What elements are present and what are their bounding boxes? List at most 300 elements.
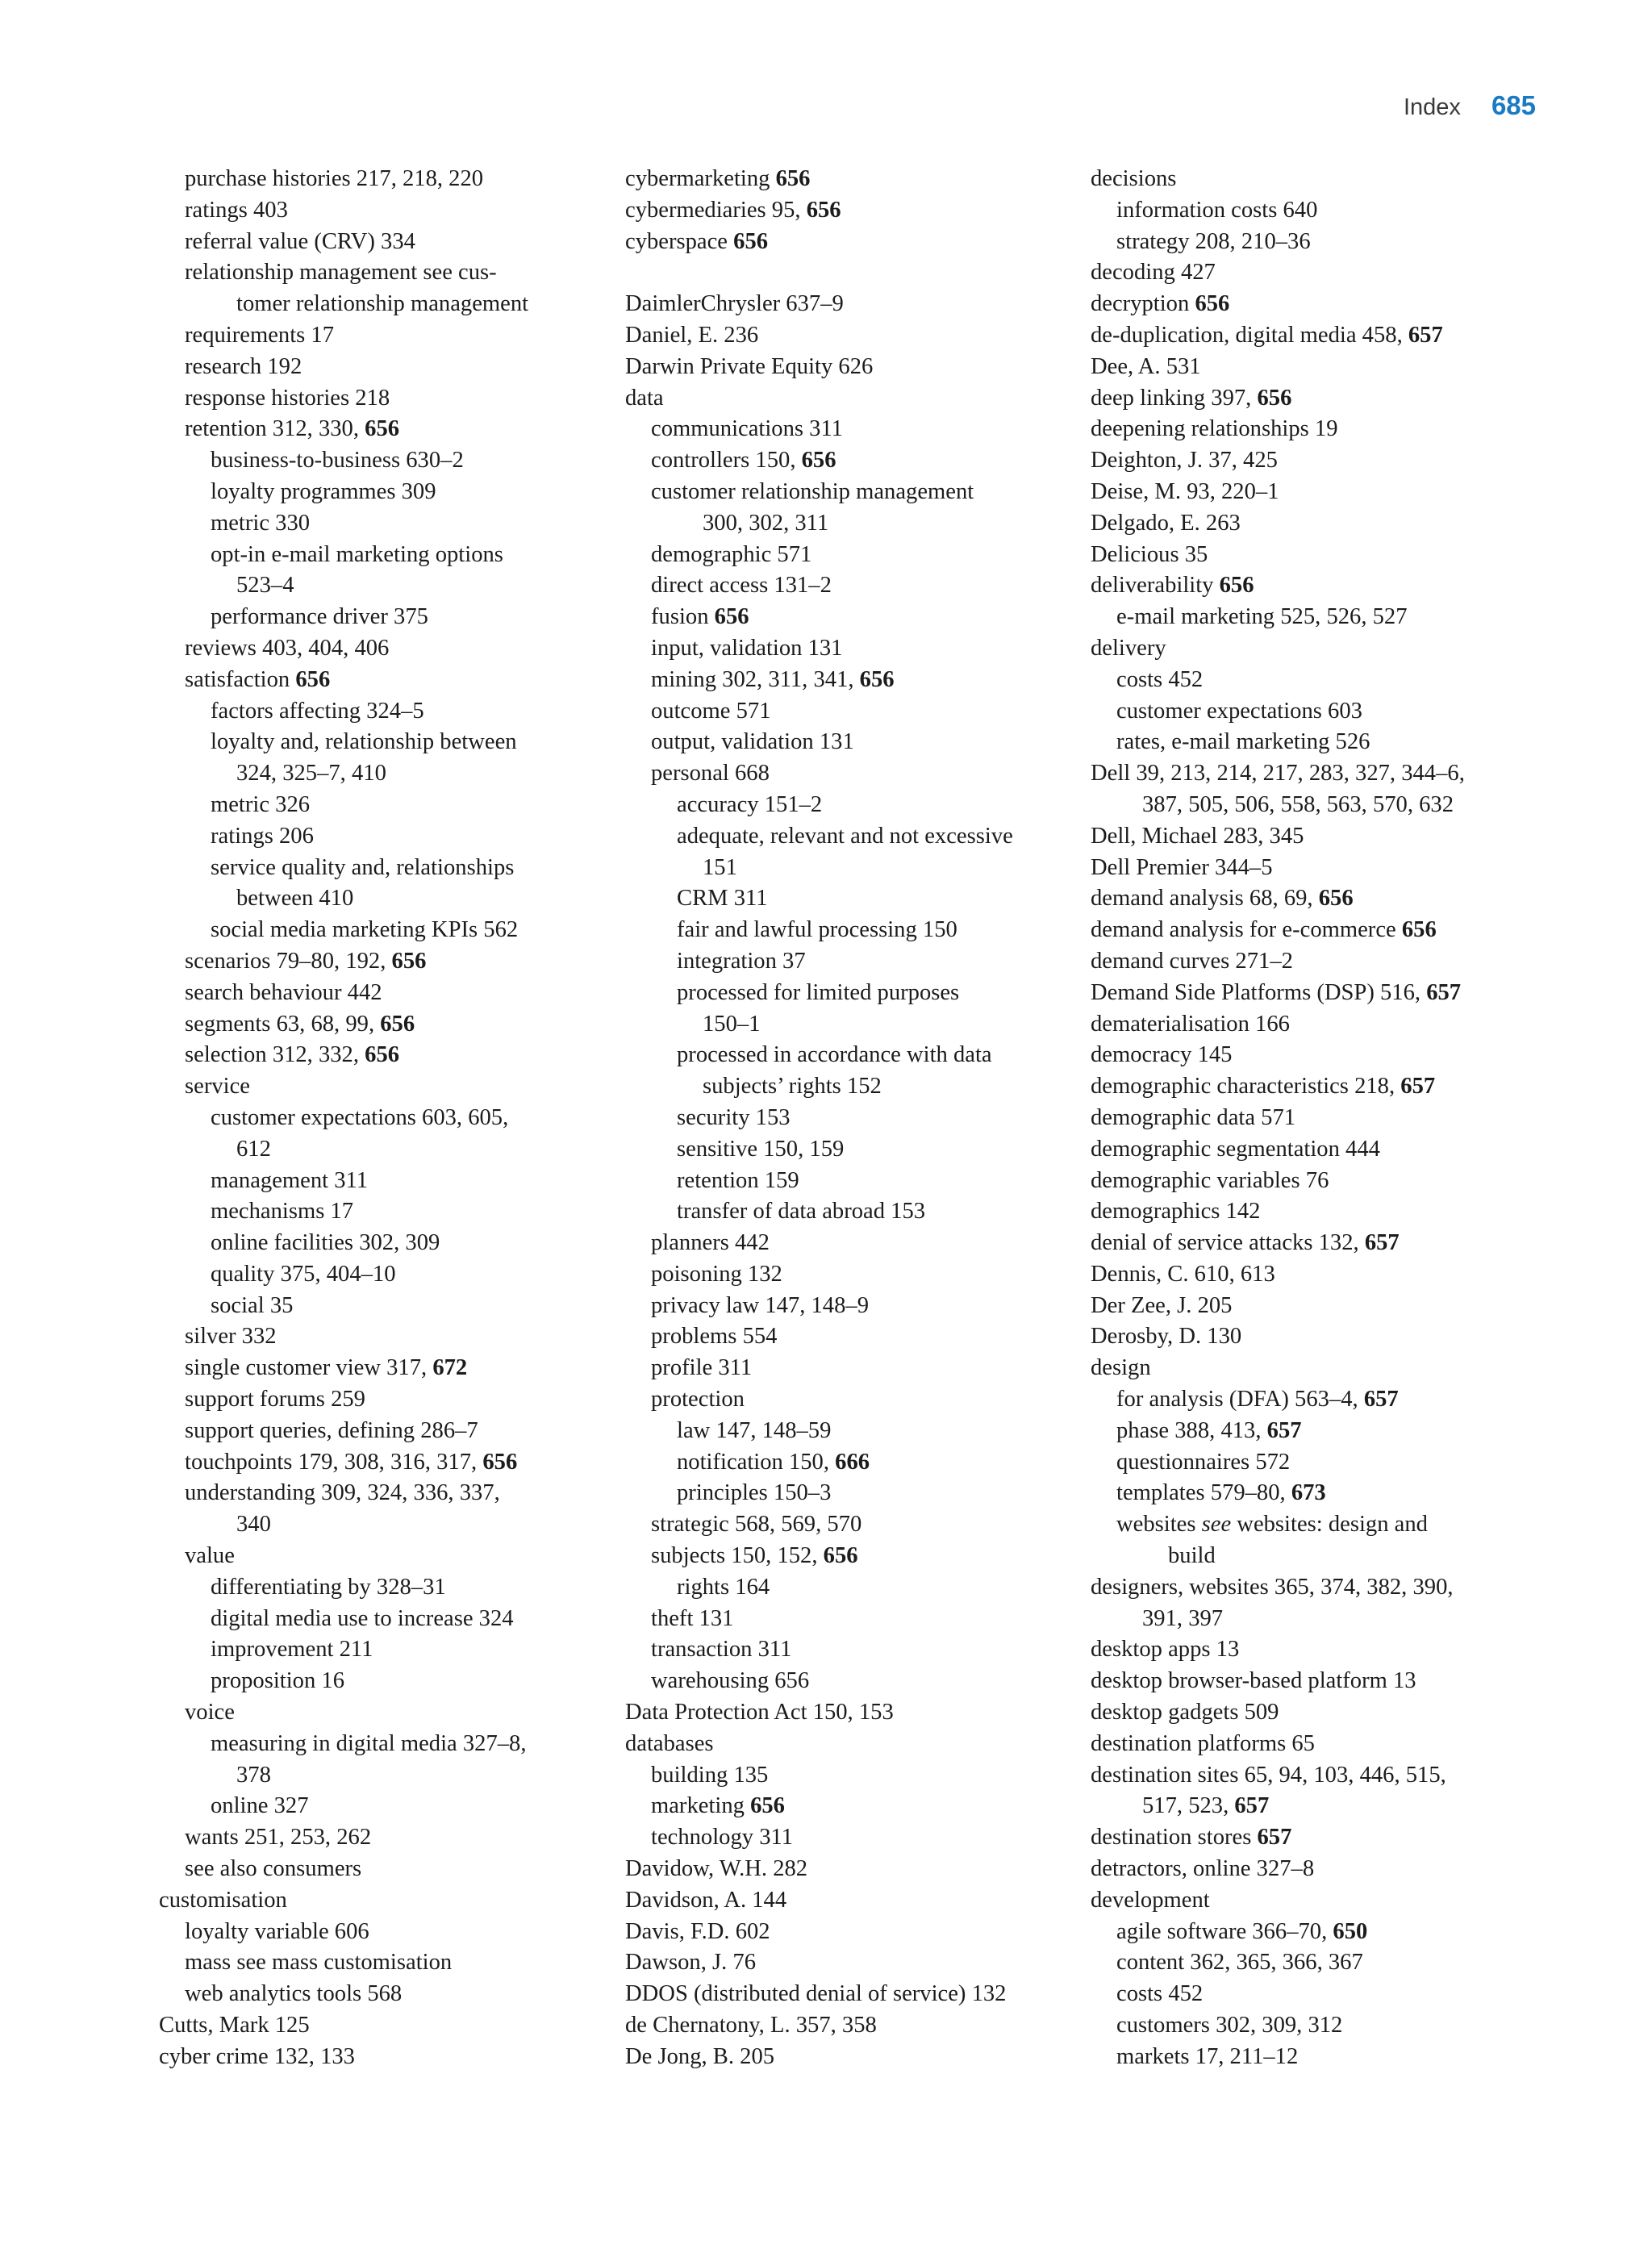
entry-text: communications 311 — [651, 416, 843, 442]
glossary-page-ref: 657 — [1266, 1417, 1302, 1443]
running-head — [1404, 90, 1536, 121]
index-entry — [651, 1228, 1061, 1259]
index-entry — [1116, 1447, 1542, 1479]
entry-text: wants 251, 253, 262 — [185, 1825, 372, 1851]
index-column-1 — [159, 164, 594, 2073]
index-entry — [185, 1947, 594, 1979]
entry-text: output, validation 131 — [651, 729, 854, 755]
section-gap — [625, 257, 1061, 289]
index-entry — [625, 2010, 1061, 2042]
entry-text: rights 164 — [677, 1574, 770, 1600]
entry-text: Davidow, W.H. 282 — [625, 1856, 808, 1882]
index-entry — [677, 883, 1061, 915]
index-entry — [651, 758, 1061, 790]
entry-text: demand analysis 68, 69, — [1091, 886, 1319, 912]
index-entry — [211, 1634, 594, 1666]
index-entry — [159, 2010, 594, 2042]
index-entry — [651, 1384, 1061, 1416]
entry-text: relationship management see cus- — [185, 260, 497, 286]
index-entry — [211, 821, 594, 853]
entry-text: development — [1091, 1887, 1210, 1913]
entry-text: Dennis, C. 610, 613 — [1091, 1261, 1275, 1287]
index-entry — [651, 1353, 1061, 1384]
index-entry — [211, 1259, 594, 1291]
entry-text: deepening relationships 19 — [1091, 416, 1338, 442]
entry-text: dematerialisation 166 — [1091, 1011, 1290, 1037]
entry-text: decisions — [1091, 166, 1177, 191]
entry-text: Dell 39, 213, 214, 217, 283, 327, 344–6, — [1091, 761, 1465, 787]
index-entry — [625, 1697, 1061, 1729]
entry-text: databases — [625, 1730, 714, 1756]
entry-text: requirements 17 — [185, 322, 335, 348]
index-entry — [1091, 1196, 1542, 1228]
index-entry — [211, 477, 594, 508]
index-entry-continuation — [236, 1134, 594, 1166]
entry-text: web analytics tools 568 — [185, 1981, 403, 2007]
entry-text: demographic 571 — [651, 541, 812, 567]
entry-text: costs 452 — [1116, 1981, 1204, 2007]
index-entry — [1091, 1259, 1542, 1291]
entry-text: strategy 208, 210–36 — [1116, 228, 1311, 254]
index-entry — [1091, 883, 1542, 915]
entry-text: metric 330 — [211, 510, 311, 536]
index-entry — [625, 1885, 1061, 1917]
index-entry — [1091, 1134, 1542, 1166]
entry-text: Deighton, J. 37, 425 — [1091, 448, 1278, 474]
glossary-page-ref: 657 — [1426, 979, 1462, 1005]
index-entry — [1091, 508, 1542, 540]
entry-text: DaimlerChrysler 637–9 — [625, 291, 844, 317]
entry-text: Davidson, A. 144 — [625, 1887, 787, 1913]
glossary-page-ref: 656 — [1257, 385, 1292, 411]
glossary-page-ref: 656 — [750, 1793, 785, 1819]
glossary-page-ref: 657 — [1400, 1074, 1436, 1100]
entry-text: retention 312, 330, — [185, 416, 365, 442]
index-entry — [677, 1134, 1061, 1166]
index-entry — [677, 1478, 1061, 1509]
entry-text: silver 332 — [185, 1324, 277, 1350]
running-head-label: Index — [1403, 94, 1461, 120]
index-column-3 — [1091, 164, 1542, 2073]
entry-text: decoding 427 — [1091, 260, 1216, 286]
index-entry — [1091, 1822, 1542, 1854]
entry-text: democracy 145 — [1091, 1042, 1233, 1068]
index-entry-continuation — [236, 570, 594, 602]
index-entry — [1091, 1885, 1542, 1917]
index-entry — [651, 602, 1061, 633]
entry-text: Dawson, J. 76 — [625, 1950, 757, 1976]
entry-text: Cutts, Mark 125 — [159, 2013, 310, 2038]
entry-text: support forums 259 — [185, 1387, 365, 1413]
index-column-2 — [625, 164, 1061, 2073]
entry-text: Derosby, D. 130 — [1091, 1324, 1242, 1350]
entry-text: quality 375, 404–10 — [211, 1261, 396, 1287]
entry-text: problems 554 — [651, 1324, 778, 1350]
entry-text: cyber crime 132, 133 — [159, 2043, 355, 2069]
index-entry — [1091, 1040, 1542, 1071]
entry-text: notification 150, — [677, 1449, 836, 1475]
entry-text: loyalty variable 606 — [185, 1918, 369, 1944]
entry-text: response histories 218 — [185, 385, 390, 411]
index-entry — [1091, 1321, 1542, 1353]
index-entry — [185, 1979, 594, 2010]
entry-text: Delicious 35 — [1091, 541, 1208, 567]
entry-text: scenarios 79–80, 192, — [185, 948, 392, 974]
index-entry — [677, 1103, 1061, 1134]
index-entry — [625, 1854, 1061, 1885]
entry-text: phase 388, 413, — [1116, 1417, 1267, 1443]
glossary-page-ref: 657 — [1408, 322, 1443, 348]
index-entry — [1091, 570, 1542, 602]
index-entry — [651, 1634, 1061, 1666]
entry-text: design — [1091, 1355, 1151, 1381]
index-entry — [211, 1103, 594, 1134]
entry-text: reviews 403, 404, 406 — [185, 635, 390, 661]
entry-text: personal 668 — [651, 761, 770, 787]
index-entry — [677, 1447, 1061, 1479]
index-entry — [185, 1321, 594, 1353]
entry-text: cybermarketing — [625, 166, 776, 191]
index-entry — [185, 1353, 594, 1384]
glossary-page-ref: 656 — [714, 604, 749, 630]
glossary-page-ref: 656 — [801, 448, 836, 474]
entry-text: 378 — [236, 1762, 271, 1788]
entry-text: 324, 325–7, 410 — [236, 761, 386, 787]
index-entry — [185, 1040, 594, 1071]
index-entry — [211, 540, 594, 571]
index-entry — [211, 790, 594, 821]
index-entry — [185, 383, 594, 415]
entry-text: purchase histories 217, 218, 220 — [185, 166, 484, 191]
glossary-page-ref: 657 — [1364, 1230, 1400, 1256]
glossary-page-ref: 656 — [1219, 573, 1254, 599]
index-entry-continuation — [236, 1509, 594, 1541]
index-entry — [1091, 320, 1542, 352]
entry-text: build — [1168, 1543, 1216, 1569]
entry-text: ratings 206 — [211, 823, 314, 849]
index-entry — [1091, 445, 1542, 477]
glossary-page-ref: 656 — [775, 166, 811, 191]
entry-text: demand analysis for e-commerce — [1091, 917, 1402, 943]
entry-text: mass see mass customisation — [185, 1950, 453, 1976]
entry-text: Data Protection Act 150, 153 — [625, 1700, 894, 1725]
index-entry — [1116, 195, 1542, 227]
entry-text: De Jong, B. 205 — [625, 2043, 775, 2069]
glossary-page-ref: 656 — [859, 666, 895, 692]
index-entry — [1116, 602, 1542, 633]
entry-text: transfer of data abroad 153 — [677, 1199, 926, 1225]
entry-text: privacy law 147, 148–9 — [651, 1292, 869, 1318]
index-entry — [211, 696, 594, 728]
entry-text: delivery — [1091, 635, 1166, 661]
index-entry — [677, 790, 1061, 821]
entry-text: rates, e-mail marketing 526 — [1116, 729, 1370, 755]
entry-text: customer expectations 603 — [1116, 698, 1362, 724]
index-entry — [185, 320, 594, 352]
index-entry — [651, 1791, 1061, 1822]
entry-text: management 311 — [211, 1167, 369, 1193]
index-entry — [159, 2042, 594, 2073]
index-entry — [211, 445, 594, 477]
index-entry — [185, 352, 594, 383]
index-entry — [1091, 1071, 1542, 1103]
index-entry — [1091, 257, 1542, 289]
index-entry — [625, 289, 1061, 320]
index-entry — [211, 1666, 594, 1697]
entry-text: desktop gadgets 509 — [1091, 1700, 1279, 1725]
entry-text: selection 312, 332, — [185, 1042, 365, 1068]
index-entry — [625, 352, 1061, 383]
index-entry — [211, 1166, 594, 1197]
index-entry — [1116, 1478, 1542, 1509]
index-entry — [677, 1166, 1061, 1197]
entry-text: 387, 505, 506, 558, 563, 570, 632 — [1142, 791, 1454, 817]
entry-text: social 35 — [211, 1292, 294, 1318]
glossary-page-ref: 656 — [1401, 917, 1437, 943]
index-entry — [185, 946, 594, 978]
index-entry — [1091, 414, 1542, 445]
index-entry — [1116, 1416, 1542, 1447]
index-entry — [211, 1572, 594, 1604]
entry-text: customer relationship management — [651, 478, 974, 504]
index-entry — [185, 1917, 594, 1948]
index-entry — [677, 978, 1061, 1009]
entry-text: loyalty programmes 309 — [211, 478, 436, 504]
entry-text: detractors, online 327–8 — [1091, 1856, 1315, 1882]
index-entry — [1091, 1634, 1542, 1666]
index-entry — [1116, 665, 1542, 696]
index-entry — [677, 1196, 1061, 1228]
index-entry — [1091, 1697, 1542, 1729]
index-entry — [185, 1416, 594, 1447]
glossary-page-ref: 656 — [823, 1543, 858, 1569]
index-entry — [185, 633, 594, 665]
entry-text: demographic characteristics 218, — [1091, 1074, 1401, 1100]
index-entry — [651, 445, 1061, 477]
index-entry — [1091, 1353, 1542, 1384]
entry-text: digital media use to increase 324 — [211, 1605, 514, 1631]
entry-text: de-duplication, digital media 458, — [1091, 322, 1408, 348]
index-entry — [651, 1666, 1061, 1697]
entry-text: warehousing 656 — [651, 1668, 810, 1694]
index-entry — [159, 1885, 594, 1917]
index-entry — [625, 1979, 1061, 2010]
index-entry — [625, 2042, 1061, 2073]
entry-text: processed in accordance with data — [677, 1042, 992, 1068]
glossary-page-ref: 656 — [733, 228, 769, 254]
entry-text: websites — [1116, 1512, 1202, 1538]
entry-text: tomer relationship management — [236, 291, 529, 317]
index-entry-continuation — [236, 1760, 594, 1792]
entry-cross-reference: see — [1201, 1512, 1232, 1538]
index-entry — [1091, 1166, 1542, 1197]
glossary-page-ref: 650 — [1333, 1918, 1368, 1944]
index-entry — [651, 665, 1061, 696]
index-entry — [651, 1291, 1061, 1322]
glossary-page-ref: 656 — [380, 1011, 415, 1037]
entry-text: destination stores — [1091, 1825, 1258, 1851]
entry-text: proposition 16 — [211, 1668, 345, 1694]
index-entry — [651, 1822, 1061, 1854]
index-entry — [185, 1384, 594, 1416]
glossary-page-ref: 657 — [1257, 1825, 1292, 1851]
entry-text: ratings 403 — [185, 197, 288, 223]
index-entry — [1091, 352, 1542, 383]
entry-text: retention 159 — [677, 1167, 799, 1193]
index-entry — [185, 227, 594, 258]
entry-text: Demand Side Platforms (DSP) 516, — [1091, 979, 1427, 1005]
entry-text: performance driver 375 — [211, 604, 428, 630]
index-entry — [1091, 915, 1542, 946]
entry-text-tail: websites: design and — [1231, 1512, 1428, 1538]
glossary-page-ref: 672 — [432, 1355, 468, 1381]
entry-text: fusion — [651, 604, 715, 630]
index-entry — [625, 1947, 1061, 1979]
entry-text: desktop browser-based platform 13 — [1091, 1668, 1416, 1694]
index-entry — [211, 853, 594, 884]
index-entry — [651, 1259, 1061, 1291]
entry-text: de Chernatony, L. 357, 358 — [625, 2013, 877, 2038]
index-entry — [1116, 2010, 1542, 2042]
index-entry — [651, 540, 1061, 571]
entry-text: costs 452 — [1116, 666, 1204, 692]
index-entry — [625, 164, 1061, 195]
entry-text: demographic segmentation 444 — [1091, 1136, 1380, 1162]
index-entry — [651, 1604, 1061, 1635]
entry-text: between 410 — [236, 886, 354, 912]
index-entry — [1116, 2042, 1542, 2073]
index-entry — [1091, 1666, 1542, 1697]
index-entry — [185, 1447, 594, 1479]
index-entry — [185, 414, 594, 445]
index-entry — [211, 1228, 594, 1259]
index-entry — [1116, 1509, 1542, 1541]
entry-text: touchpoints 179, 308, 316, 317, — [185, 1449, 483, 1475]
index-entry — [651, 633, 1061, 665]
entry-text: customisation — [159, 1887, 287, 1913]
entry-text: online facilities 302, 309 — [211, 1230, 440, 1256]
index-entry — [211, 1791, 594, 1822]
index-entry — [1091, 477, 1542, 508]
entry-text: desktop apps 13 — [1091, 1637, 1240, 1663]
index-entry — [211, 727, 594, 758]
entry-text: Davis, F.D. 602 — [625, 1918, 770, 1944]
entry-text: single customer view 317, — [185, 1355, 433, 1381]
entry-text: demographic variables 76 — [1091, 1167, 1329, 1193]
entry-text: security 153 — [677, 1104, 791, 1130]
index-entry — [185, 1009, 594, 1041]
entry-text: 151 — [703, 854, 737, 880]
entry-text: mining 302, 311, 341, — [651, 666, 860, 692]
index-entry — [1091, 289, 1542, 320]
index-entry — [677, 1040, 1061, 1071]
index-entry — [1116, 1947, 1542, 1979]
index-entry — [211, 508, 594, 540]
index-entry — [1091, 821, 1542, 853]
glossary-page-ref: 657 — [1363, 1387, 1399, 1413]
entry-text: 517, 523, — [1142, 1793, 1235, 1819]
entry-text: Dell Premier 344–5 — [1091, 854, 1273, 880]
index-entry — [185, 1071, 594, 1103]
index-entry — [211, 915, 594, 946]
entry-text: planners 442 — [651, 1230, 770, 1256]
index-entry — [1091, 1009, 1542, 1041]
entry-text: deep linking 397, — [1091, 385, 1258, 411]
index-entry-continuation — [236, 758, 594, 790]
entry-text: subjects 150, 152, — [651, 1543, 824, 1569]
glossary-page-ref: 656 — [365, 416, 400, 442]
entry-text: research 192 — [185, 353, 302, 379]
index-entry — [651, 570, 1061, 602]
index-entry — [185, 164, 594, 195]
index-entry — [1091, 383, 1542, 415]
index-entry — [677, 1416, 1061, 1447]
entry-text: cybermediaries 95, — [625, 197, 807, 223]
entry-text: 612 — [236, 1136, 271, 1162]
entry-text: segments 63, 68, 99, — [185, 1011, 381, 1037]
index-entry — [185, 1541, 594, 1572]
index-entry — [185, 1478, 594, 1509]
entry-text: voice — [185, 1700, 235, 1725]
entry-text: service quality and, relationships — [211, 854, 515, 880]
entry-text: profile 311 — [651, 1355, 753, 1381]
entry-text: building 135 — [651, 1762, 769, 1788]
entry-text: fair and lawful processing 150 — [677, 917, 957, 943]
entry-text: markets 17, 211–12 — [1116, 2043, 1299, 2069]
glossary-page-ref: 656 — [365, 1042, 400, 1068]
index-entry-continuation — [1168, 1541, 1542, 1572]
entry-text: business-to-business 630–2 — [211, 448, 464, 474]
index-entry — [211, 1196, 594, 1228]
index-entry-continuation — [1142, 1604, 1542, 1635]
entry-text: social media marketing KPIs 562 — [211, 917, 519, 943]
index-entry — [651, 477, 1061, 508]
index-entry — [185, 257, 594, 289]
entry-text: measuring in digital media 327–8, — [211, 1730, 527, 1756]
entry-text: e-mail marketing 525, 526, 527 — [1116, 604, 1408, 630]
entry-text: satisfaction — [185, 666, 296, 692]
index-entry — [1091, 1228, 1542, 1259]
entry-text: adequate, relevant and not excessive — [677, 823, 1013, 849]
index-entry — [185, 978, 594, 1009]
index-entry — [625, 195, 1061, 227]
entry-text: factors affecting 324–5 — [211, 698, 424, 724]
index-entry — [211, 1291, 594, 1322]
index-entry — [185, 1697, 594, 1729]
entry-text: 523–4 — [236, 573, 294, 599]
entry-text: destination sites 65, 94, 103, 446, 515, — [1091, 1762, 1446, 1788]
entry-text: demographic data 571 — [1091, 1104, 1296, 1130]
entry-text: Deise, M. 93, 220–1 — [1091, 478, 1279, 504]
index-entry — [677, 915, 1061, 946]
entry-text: for analysis (DFA) 563–4, — [1116, 1387, 1364, 1413]
index-entry — [1091, 1572, 1542, 1604]
index-entry — [1116, 227, 1542, 258]
entry-text: search behaviour 442 — [185, 979, 382, 1005]
glossary-page-ref: 666 — [835, 1449, 870, 1475]
entry-text: templates 579–80, — [1116, 1480, 1291, 1506]
glossary-page-ref: 673 — [1291, 1480, 1326, 1506]
entry-text: DDOS (distributed denial of service) 132 — [625, 1981, 1007, 2007]
index-entry — [1091, 1729, 1542, 1760]
entry-text: law 147, 148–59 — [677, 1417, 832, 1443]
entry-text: loyalty and, relationship between — [211, 729, 517, 755]
entry-text: content 362, 365, 366, 367 — [1116, 1950, 1363, 1976]
entry-text: Der Zee, J. 205 — [1091, 1292, 1233, 1318]
entry-text: processed for limited purposes — [677, 979, 960, 1005]
entry-text: decryption — [1091, 291, 1195, 317]
entry-text: 150–1 — [703, 1011, 761, 1037]
